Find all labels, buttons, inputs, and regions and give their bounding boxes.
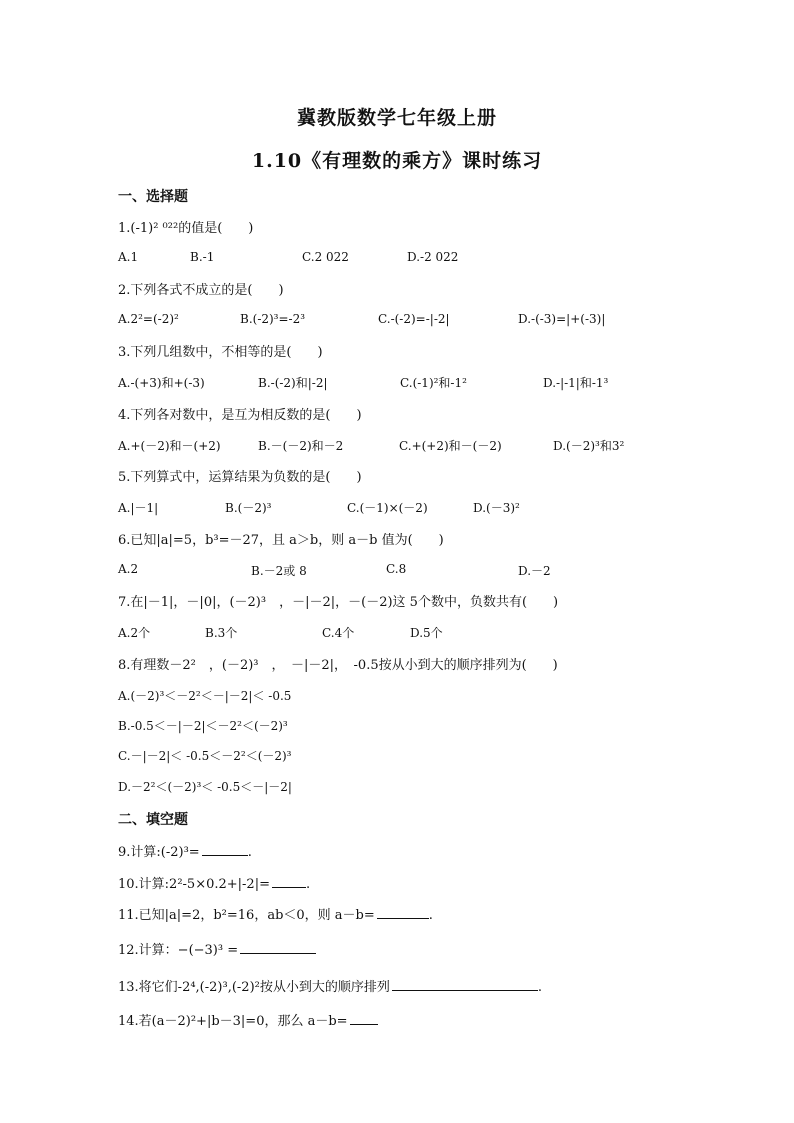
question-1: 1.(-1)² ⁰²²的值是( ) (118, 221, 254, 236)
question-9 (118, 841, 252, 860)
q3-option-c: C.(-1)²和-1² (400, 376, 467, 390)
question-14-text: 14.若(a－2)²+|b－3|=0，那么 a－b= (118, 1014, 348, 1029)
section-heading-choice: 一、选择题 (118, 189, 188, 205)
document-subtitle: 1.10《有理数的乘方》课时练习 (251, 150, 543, 172)
answer-blank-10[interactable] (272, 874, 306, 888)
question-5: 5.下列算式中，运算结果为负数的是( ) (118, 470, 362, 485)
q4-option-d: D.(－2)³和3² (553, 439, 625, 453)
q1-option-a: A.1 (118, 250, 139, 264)
question-13-end: . (537, 980, 542, 995)
answer-blank-13[interactable] (392, 977, 538, 991)
q6-option-c: C.8 (386, 562, 407, 576)
q8-option-c: C.－|－2|＜ -0.5＜－2²＜(－2)³ (118, 749, 292, 763)
question-10-end: . (305, 877, 311, 892)
document-title: 冀教版数学七年级上册 (296, 107, 497, 129)
question-3: 3.下列几组数中，不相等的是( ) (118, 345, 323, 360)
question-13-text: 13.将它们-2⁴,(-2)³,(-2)²按从小到大的顺序排列 (118, 980, 390, 995)
question-9-end: . (247, 845, 252, 860)
question-6: 6.已知|a|=5，b³=－27，且 a＞b，则 a－b 值为( ) (118, 533, 444, 548)
q7-option-a: A.2个 (118, 626, 151, 640)
answer-blank-12[interactable] (240, 940, 316, 954)
q8-option-a: A.(－2)³＜－2²＜－|－2|＜ -0.5 (118, 689, 292, 703)
question-8: 8.有理数－2² ，(－2)³ ， －|－2|， -0.5按从小到大的顺序排列为( ) (118, 658, 558, 673)
q7-option-c: C.4个 (322, 626, 355, 640)
answer-blank-9[interactable] (202, 842, 248, 856)
question-11-end: . (428, 908, 433, 923)
question-14 (118, 1010, 378, 1029)
q5-option-d: D.(－3)² (473, 501, 520, 515)
q6-option-d: D.－2 (518, 564, 551, 578)
question-7: 7.在|－1|，－|0|，(－2)³ ，－|－2|，－(－2)这 5个数中，负数共有( ) (118, 595, 559, 610)
question-12-text: 12.计算：−(−3)³ = (118, 943, 239, 958)
q2-option-b: B.(-2)³=-2³ (240, 312, 306, 326)
q5-option-a: A.|－1| (118, 501, 159, 515)
question-12 (118, 939, 316, 958)
question-2: 2.下列各式不成立的是( ) (118, 283, 284, 298)
q8-option-d: D.－2²＜(－2)³＜ -0.5＜－|－2| (118, 780, 292, 794)
question-9-text: 9.计算:(-2)³= (118, 845, 200, 860)
section-heading-fill: 二、填空题 (118, 812, 188, 828)
q3-option-d: D.-|-1|和-1³ (543, 376, 609, 390)
q1-option-b: B.-1 (190, 250, 215, 264)
question-10 (118, 873, 310, 892)
q2-option-d: D.-(-3)=|+(-3)| (518, 312, 606, 326)
q4-option-b: B.－(－2)和－2 (258, 439, 344, 453)
answer-blank-11[interactable] (377, 905, 429, 919)
question-11 (118, 904, 433, 923)
q2-option-a: A.2²=(-2)² (118, 312, 179, 326)
question-4: 4.下列各对数中，是互为相反数的是( ) (118, 408, 362, 423)
question-13 (118, 976, 542, 995)
q4-option-c: C.+(+2)和－(－2) (399, 439, 502, 453)
q6-option-a: A.2 (118, 562, 139, 576)
q5-option-c: C.(－1)×(－2) (347, 501, 428, 515)
q8-option-b: B.-0.5＜－|－2|＜－2²＜(－2)³ (118, 719, 288, 733)
q1-option-c: C.2 022 (302, 250, 349, 264)
q7-option-b: B.3个 (205, 626, 238, 640)
q3-option-a: A.-(+3)和+(-3) (118, 376, 205, 390)
q7-option-d: D.5个 (410, 626, 443, 640)
q5-option-b: B.(－2)³ (225, 501, 272, 515)
q3-option-b: B.-(-2)和|-2| (258, 376, 328, 390)
question-11-text: 11.已知|a|=2，b²=16，ab＜0，则 a－b= (118, 908, 375, 923)
question-10-text: 10.计算:2²-5×0.2+|-2|= (118, 877, 270, 892)
answer-blank-14[interactable] (350, 1011, 378, 1025)
q2-option-c: C.-(-2)=-|-2| (378, 312, 450, 326)
q1-option-d: D.-2 022 (407, 250, 459, 264)
q4-option-a: A.+(－2)和－(+2) (118, 439, 221, 453)
q6-option-b: B.－2或 8 (251, 564, 307, 578)
